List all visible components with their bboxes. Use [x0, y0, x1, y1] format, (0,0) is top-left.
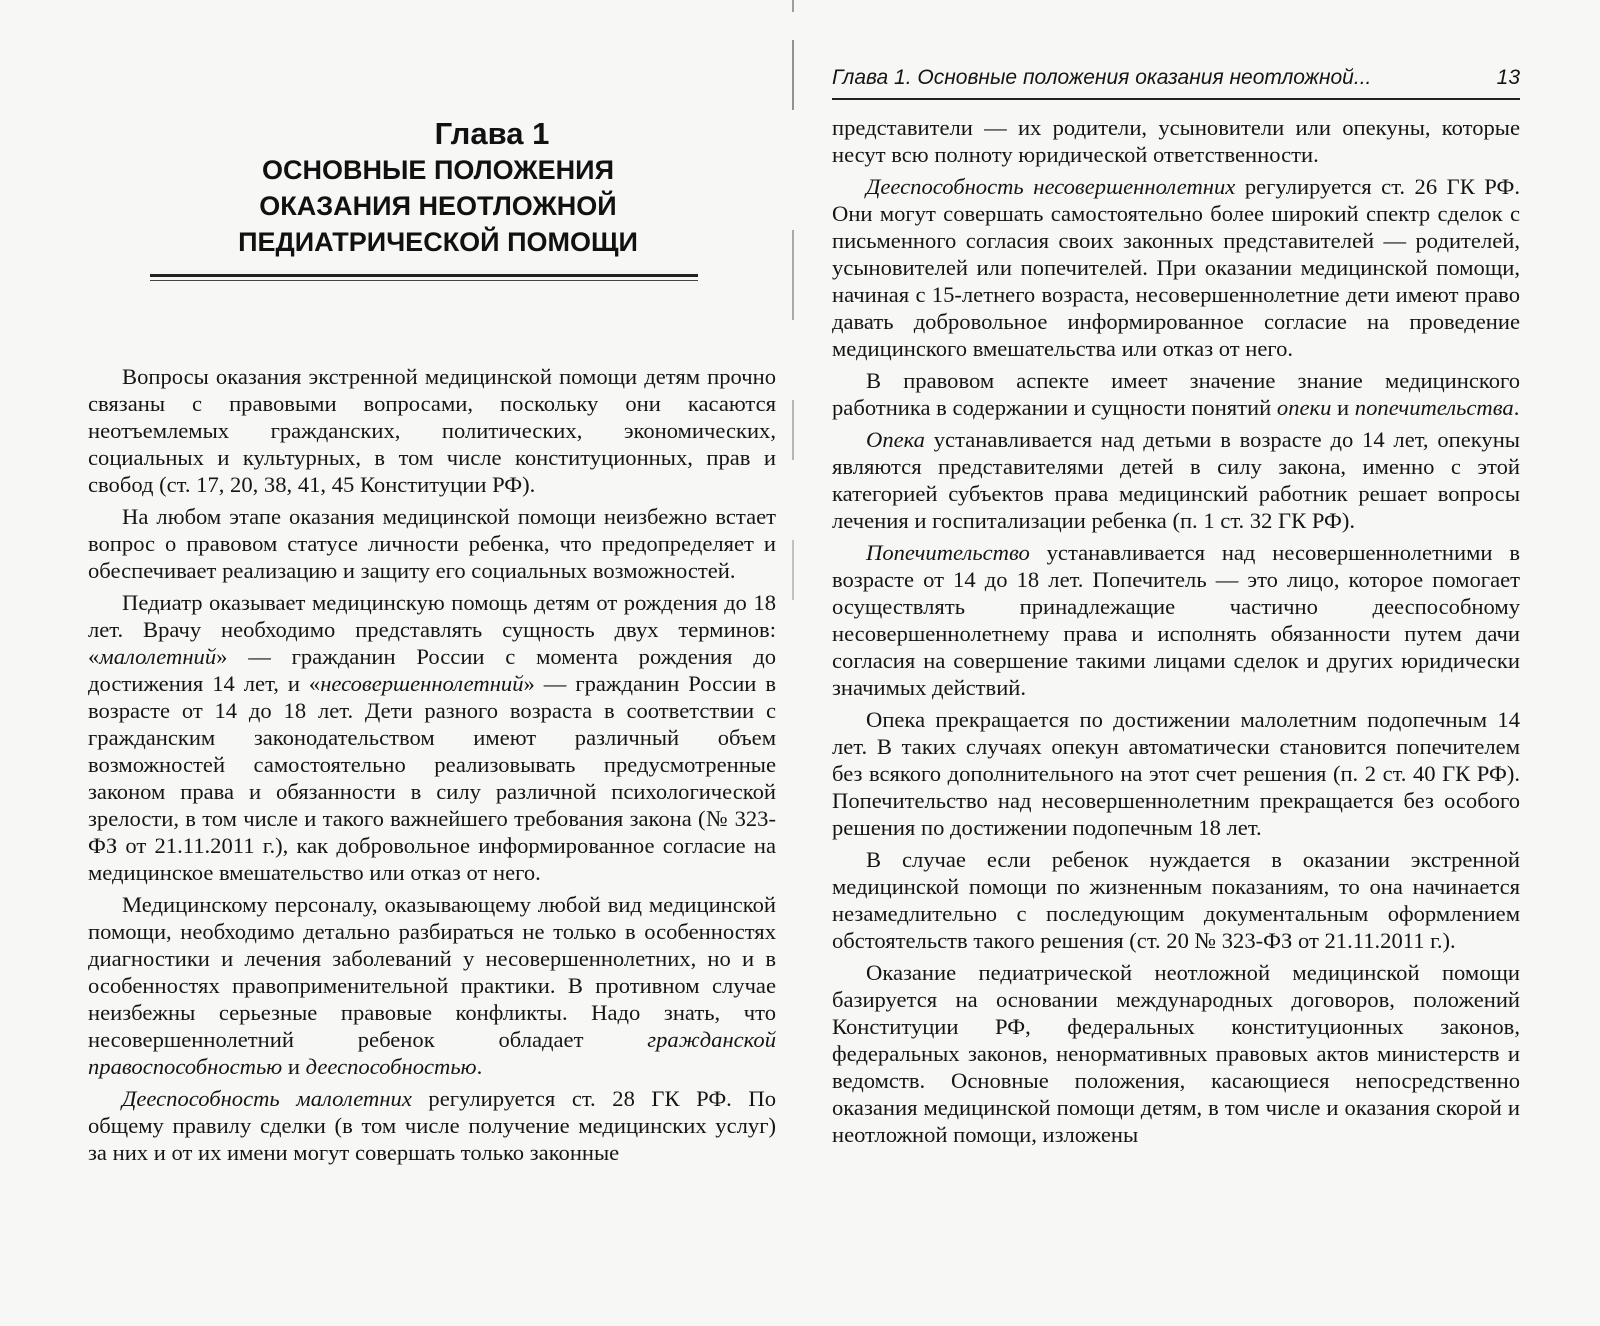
paragraph: [832, 539, 1520, 701]
paragraph: [832, 114, 1520, 168]
italic-term: Дееспособность несовершеннолетних: [866, 174, 1236, 199]
paragraph: [832, 846, 1520, 954]
text-run: устанавливается над несовершеннолетними в возрасте от 14 до 18 лет. Попечитель — это лицо, которое помогает осуществлять принадлежащие частично дееспособному несовершеннолетнему права и исполнять обязанности путем дачи согласия на совершение такими лицами сделок и других юридически значимых действий.: [832, 540, 1520, 700]
text-run: » — гражданин России с момента рождения до достижения 14 лет, и «: [88, 644, 776, 696]
italic-term: несовершеннолетний: [320, 671, 524, 696]
italic-term: малолетний: [99, 644, 217, 669]
text-run: Оказание педиатрической неотложной медицинской помощи базируется на основании международных договоров, положений Конституции РФ, федеральных конституционных законов, федеральных законов, ненормативных правовых актов министерств и ведомств. Основные положения, касающиеся непосредственно оказания медицинской помощи детям, в том числе и оказания скорой и неотложной помощи, изложены: [832, 960, 1520, 1147]
italic-term: Дееспособность малолетних: [122, 1086, 412, 1111]
text-run: Педиатр оказывает медицинскую помощь детям от рождения до 18 лет. Врачу необходимо представлять сущность двух терминов: «: [88, 590, 776, 669]
chapter-title-line: ОКАЗАНИЯ НЕОТЛОЖНОЙ: [259, 191, 617, 221]
running-title: Глава 1. Основные положения оказания неотложной...: [832, 66, 1372, 89]
text-run: Опека прекращается по достижении малолетним подопечным 14 лет. В таких случаях опекун автоматически становится попечителем без всякого дополнительного на этот счет решения (п. 2 ст. 40 ГК РФ). Попечительство над несовершеннолетним прекращается без особого решения по достижении подопечным 18 лет.: [832, 707, 1520, 840]
italic-term: Опека: [866, 427, 925, 452]
italic-term: опеки: [1276, 395, 1332, 420]
left-body-text: [88, 363, 776, 1166]
text-run: регулируется ст. 26 ГК РФ. Они могут совершать самостоятельно более широкий спектр сделок с письменного согласия своих законных представителей — родителей, усыновителей или попечителей. При оказании медицинской помощи, начиная с 15-летнего возраста, несовершеннолетние дети имеют право давать добровольное информированное согласие на проведение медицинского вмешательства или отказ от него.: [832, 174, 1520, 361]
running-header: [832, 64, 1520, 100]
text-run: и: [282, 1054, 306, 1079]
paragraph: [832, 426, 1520, 534]
paragraph: [832, 173, 1520, 362]
paragraph: [88, 503, 776, 584]
chapter-rule-thin: [150, 280, 698, 281]
text-run: В случае если ребенок нуждается в оказании экстренной медицинской помощи по жизненным показаниям, то она начинается незамедлительно с последующим документальным оформлением обстоятельств такого решения (ст. 20 № 323-ФЗ от 21.11.2011 г.).: [832, 847, 1520, 953]
chapter-title-line: ОСНОВНЫЕ ПОЛОЖЕНИЯ: [262, 155, 614, 185]
italic-term: гражданской правоспособностью: [88, 1027, 776, 1079]
chapter-title-line: ПЕДИАТРИЧЕСКОЙ ПОМОЩИ: [238, 227, 638, 257]
text-run: и: [1331, 395, 1355, 420]
paragraph: [88, 363, 776, 498]
text-run: регулируется ст. 28 ГК РФ. По общему правилу сделки (в том числе получение медицинских услуг) за них и от их имени могут совершать только законные: [88, 1086, 776, 1165]
chapter-title: [203, 152, 673, 260]
text-run: устанавливается над детьми в возрасте до 14 лет, опекуны являются представителями детей в силу закона, именно с этой категорией субъектов права медицинский работник решает вопросы лечения и госпитализации ребенка (п. 1 ст. 32 ГК РФ).: [832, 427, 1520, 533]
text-run: На любом этапе оказания медицинской помощи неизбежно встает вопрос о правовом статусе личности ребенка, что предопределяет и обеспечивает реализацию и защиту его социальных возможностей.: [88, 504, 776, 583]
right-body-text: [832, 114, 1520, 1148]
italic-term: дееспособностью: [305, 1054, 477, 1079]
text-run: » — гражданин России в возрасте от 14 до 18 лет. Дети разного возраста в соответствии с гражданским законодательством имеют различный объем возможностей самостоятельно реализовывать предусмотренные законом права и обязанности в силу различной психологической зрелости, в том числе и такого важнейшего требования закона (№ 323-ФЗ от 21.11.2011 г.), как добровольное информированное согласие на медицинское вмешательство или отказ от него.: [88, 671, 776, 885]
text-run: Медицинскому персоналу, оказывающему любой вид медицинской помощи, необходимо детально разбираться не только в особенностях диагностики и лечения заболеваний у несовершеннолетних, но и в особенностях правоприменительной практики. В противном случае неизбежны серьезные правовые конфликты. Надо знать, что несовершеннолетний ребенок обладает: [88, 892, 776, 1052]
text-run: .: [476, 1054, 483, 1079]
italic-term: Попечительство: [866, 540, 1030, 565]
book-spine: [792, 0, 794, 1326]
paragraph: [88, 589, 776, 886]
text-run: Вопросы оказания экстренной медицинской помощи детям прочно связаны с правовыми вопросами, поскольку они касаются неотъемлемых гражданских, политических, экономических, социальных и культурных, в том числе конституционных, прав и свобод (ст. 17, 20, 38, 41, 45 Конституции РФ).: [88, 364, 776, 497]
paragraph: [88, 1085, 776, 1166]
paragraph: [832, 959, 1520, 1148]
paragraph: [832, 367, 1520, 421]
right-page: [832, 0, 1520, 1153]
chapter-rule-thick: [150, 274, 698, 277]
chapter-number: Глава 1: [434, 116, 550, 151]
italic-term: попечительства: [1354, 395, 1514, 420]
page-number: 13: [1496, 66, 1520, 89]
text-run: В правовом аспекте имеет значение знание медицинского работника в содержании и сущности понятий: [832, 368, 1520, 420]
text-run: представители — их родители, усыновители или опекуны, которые несут всю полноту юридической ответственности.: [832, 115, 1520, 167]
chapter-rule: [150, 274, 698, 281]
paragraph: [832, 706, 1520, 841]
chapter-heading: [88, 116, 776, 260]
text-run: .: [1513, 395, 1520, 420]
left-page: [88, 0, 776, 1171]
paragraph: [88, 891, 776, 1080]
